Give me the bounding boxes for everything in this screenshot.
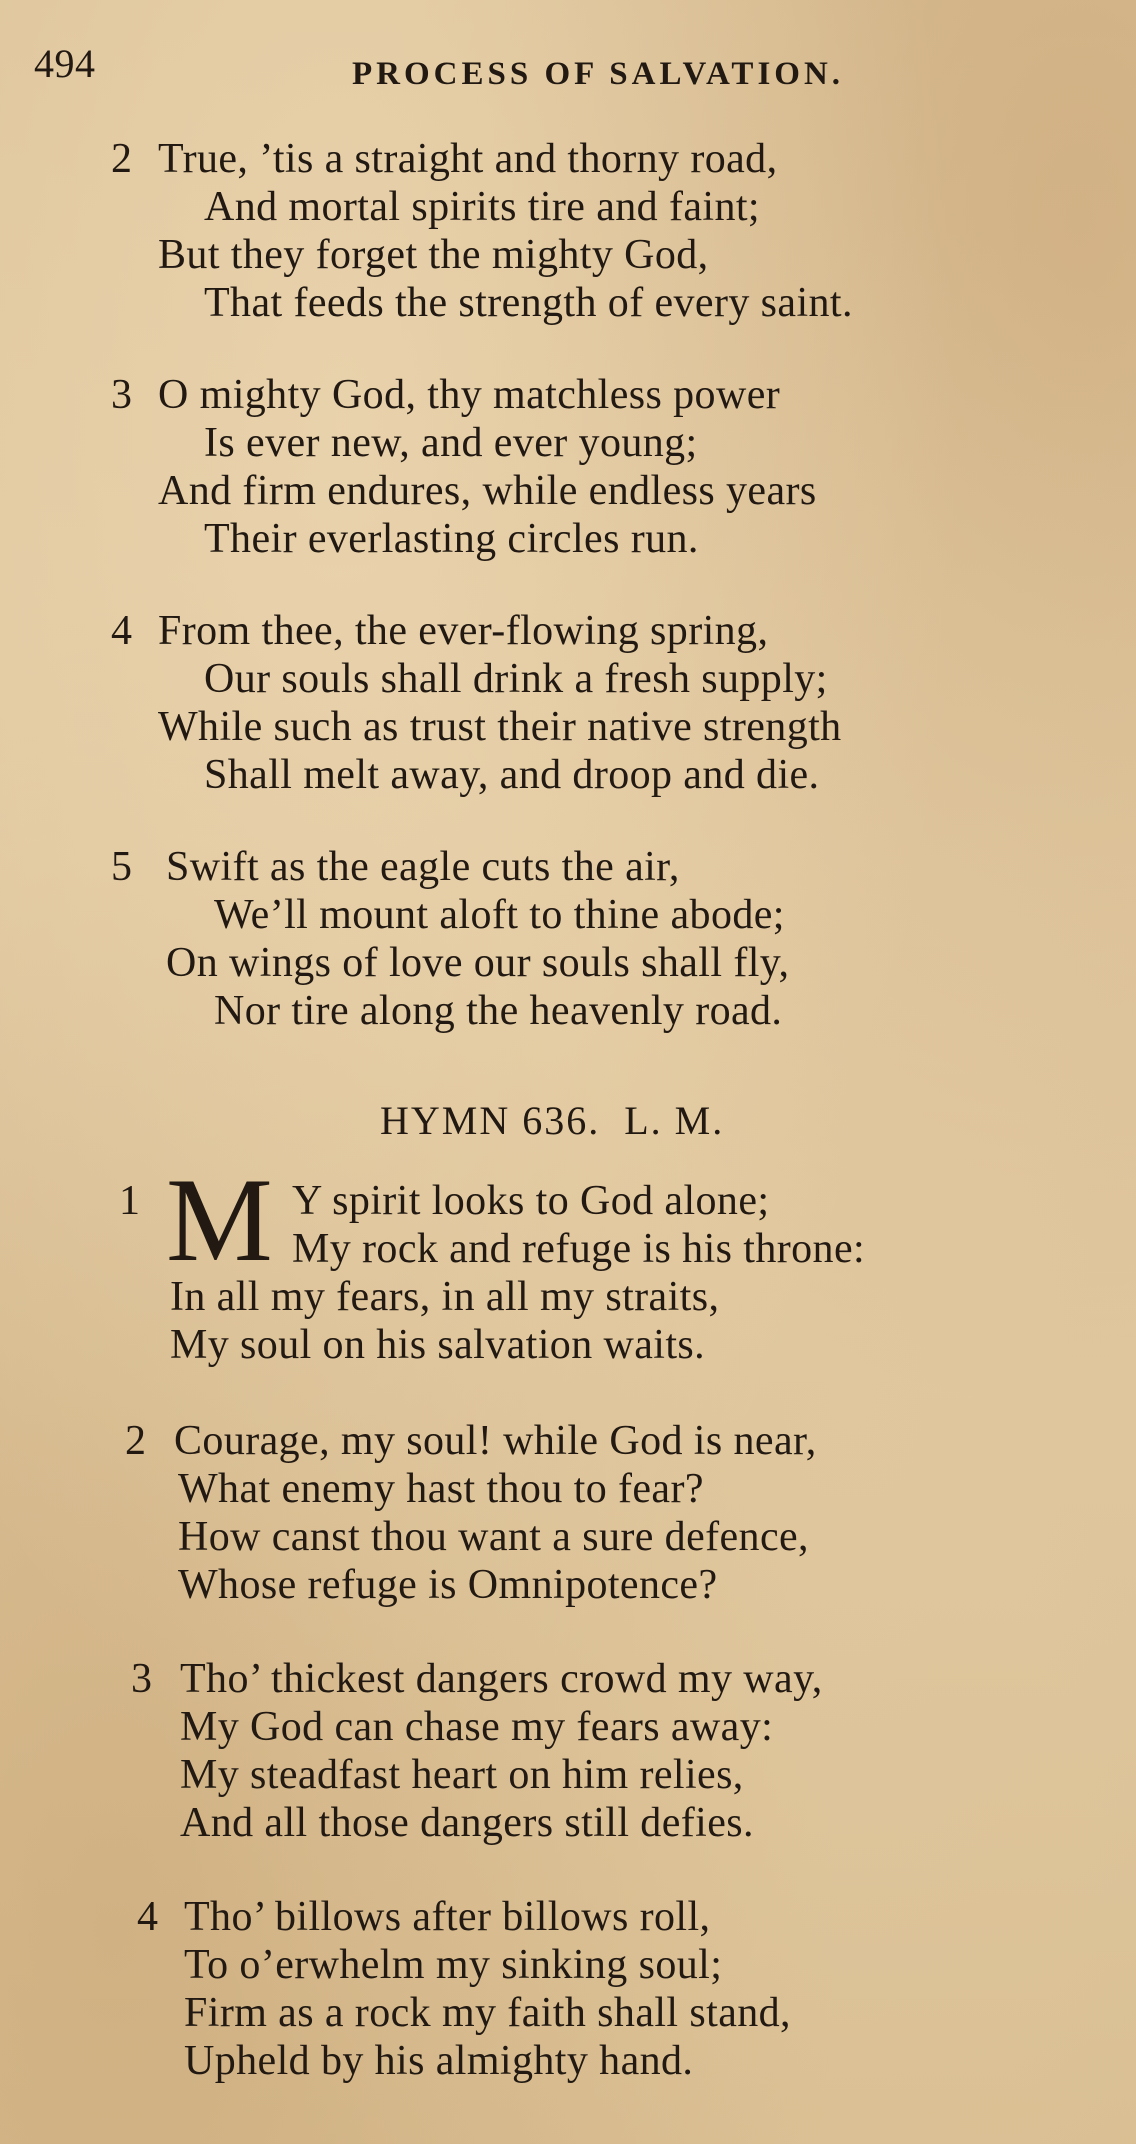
verse-number: 3	[131, 1656, 152, 1702]
verse-number: 4	[137, 1894, 158, 1940]
hymn-meter: L. M.	[624, 1098, 725, 1143]
verse-line: What enemy hast thou to fear?	[178, 1466, 704, 1512]
verse-number: 2	[125, 1418, 146, 1464]
verse-line: While such as trust their native strength	[158, 704, 842, 750]
verse-line: Shall melt away, and droop and die.	[204, 752, 820, 798]
verse-line: In all my fears, in all my straits,	[170, 1274, 720, 1320]
verse-line: My soul on his salvation waits.	[170, 1322, 706, 1368]
verse-line: My God can chase my fears away:	[180, 1704, 774, 1750]
verse-line: Tho’ billows after billows roll,	[184, 1894, 711, 1940]
verse-line: And all those dangers still defies.	[180, 1800, 754, 1846]
verse-line: Tho’ thickest dangers crowd my way,	[180, 1656, 823, 1702]
verse-line: Firm as a rock my faith shall stand,	[184, 1990, 791, 2036]
verse-line: But they forget the mighty God,	[158, 232, 709, 278]
verse-line: Their everlasting circles run.	[204, 516, 699, 562]
page-number: 494	[34, 41, 96, 86]
verse-line: My rock and refuge is his throne:	[292, 1226, 866, 1272]
verse-number: 1	[119, 1178, 140, 1224]
verse-line: O mighty God, thy matchless power	[158, 372, 781, 418]
verse-line: My steadfast heart on him relies,	[180, 1752, 744, 1798]
verse-number: 3	[111, 372, 132, 418]
verse-line: Whose refuge is Omnipotence?	[178, 1562, 718, 1608]
running-title: PROCESS OF SALVATION.	[352, 56, 845, 92]
verse-line: Is ever new, and ever young;	[204, 420, 698, 466]
verse-line: True, ’tis a straight and thorny road,	[158, 136, 778, 182]
verse-line: On wings of love our souls shall fly,	[166, 940, 790, 986]
hymn-title	[380, 1097, 724, 1144]
hymn-number: HYMN 636.	[380, 1098, 601, 1143]
verse-line: From thee, the ever-flowing spring,	[158, 608, 769, 654]
verse-line: We’ll mount aloft to thine abode;	[214, 892, 785, 938]
verse-line: Upheld by his almighty hand.	[184, 2038, 694, 2084]
verse-line: And mortal spirits tire and faint;	[204, 184, 760, 230]
verse-line: Courage, my soul! while God is near,	[174, 1418, 817, 1464]
verse-number: 5	[111, 844, 132, 890]
verse-line: That feeds the strength of every saint.	[204, 280, 853, 326]
verse-number: 4	[111, 608, 132, 654]
drop-cap: M	[166, 1153, 275, 1286]
verse-line: Nor tire along the heavenly road.	[214, 988, 783, 1034]
verse-number: 2	[111, 136, 132, 182]
verse-line: And firm endures, while endless years	[158, 468, 817, 514]
verse-line: Y spirit looks to God alone;	[292, 1178, 770, 1224]
verse-line: Our souls shall drink a fresh supply;	[204, 656, 828, 702]
verse-line: How canst thou want a sure defence,	[178, 1514, 809, 1560]
verse-line: To o’erwhelm my sinking soul;	[184, 1942, 723, 1988]
verse-line: Swift as the eagle cuts the air,	[166, 844, 680, 890]
